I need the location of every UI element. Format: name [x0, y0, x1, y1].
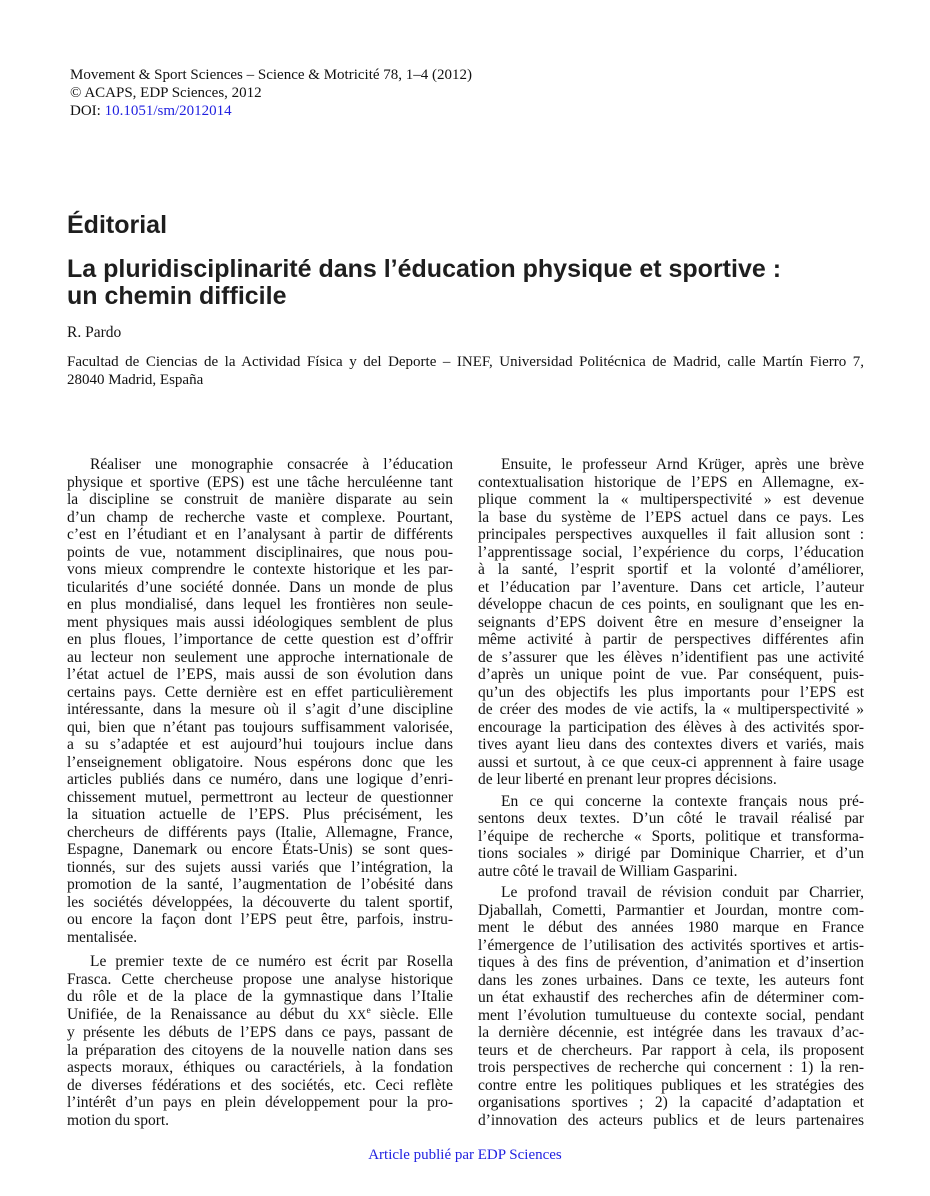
text-line: ment le début des années 1980 marque en France	[478, 919, 864, 936]
text-line: certains pays. Cette dernière est en effet particulièrement	[67, 683, 453, 701]
text-line: organisations sportives ; 2) la capacité d’adaptation et	[478, 1094, 864, 1111]
text-line: l’état actuel de l’EPS, mais aussi de son évolution dans	[67, 666, 453, 683]
text-line: du rôle et de la place de la gymnastique dans l’Italie	[67, 988, 453, 1005]
title-line: La pluridisciplinarité dans l’éducation physique et sportive :	[67, 255, 782, 283]
author-name: R. Pardo	[67, 324, 122, 341]
small-caps-text: XX	[347, 1007, 367, 1022]
text-line: articles publiés dans ce numéro, dans une logique d’enri-	[67, 771, 453, 788]
text-line: contextualisation historique de l’EPS en Allemagne, ex-	[478, 473, 864, 491]
text-line: la discipline se construit de manière disparate au sein	[67, 491, 453, 508]
doi-link[interactable]: 10.1051/sm/2012014	[104, 103, 232, 119]
paragraph	[478, 793, 864, 881]
article-title	[67, 256, 887, 310]
text-line: même activité à partir de perspectives différentes afin	[478, 631, 864, 648]
text-line: physique et sportive (EPS) est une tâche herculéenne tant	[67, 473, 453, 491]
text-line: tions sociales » dirigé par Dominique Charrier, et d’un	[478, 845, 864, 862]
page-footer	[0, 1146, 930, 1164]
text-line: ou encore la façon dont l’EPS peut être, parfois, instru-	[67, 911, 453, 928]
text-line: trois perspectives de recherche qui concernent : 1) la ren-	[478, 1059, 864, 1076]
text-line: l’enseignement obligatoire. Nous espérons donc que les	[67, 753, 453, 771]
affiliation-line: 28040 Madrid, España	[67, 372, 204, 388]
text-line: Le profond travail de révision conduit par Charrier,	[501, 884, 864, 901]
text-line: chercheurs de différents pays (Italie, Allemagne, France,	[67, 823, 453, 841]
text-line: les sociétés développées, la découverte du talent sportif,	[67, 893, 453, 911]
title-line: un chemin difficile	[67, 282, 287, 310]
text-line: plique comment la « multiperspectivité » est devenue	[478, 491, 864, 508]
text-line: la situation actuelle de l’EPS. Plus précisément, les	[67, 806, 453, 823]
text-line: tionnés, sur des sujets aussi variés que l’intégration, la	[67, 858, 453, 876]
text-line: Le premier texte de ce numéro est écrit par Rosella	[90, 953, 453, 970]
text-segment: siècle. Elle	[370, 1005, 453, 1023]
affiliation-line: Facultad de Ciencias de la Actividad Física y del Deporte – INEF, Universidad Politécnica de Madrid, calle Martín Fierro 7,	[67, 354, 864, 370]
text-line: la préparation des citoyens de la nouvelle nation dans ses	[67, 1041, 453, 1059]
journal-header	[70, 66, 472, 120]
text-line: intéressante, dans la mesure où il s’agit d’une discipline	[67, 701, 453, 718]
text-line: vons mieux comprendre le contexte historique et les par-	[67, 561, 453, 578]
text-line: Ensuite, le professeur Arnd Krüger, après une brève	[501, 456, 864, 473]
paragraph	[67, 456, 453, 946]
text-line: et l’éducation par l’aventure. Dans cet article, l’auteur	[478, 578, 864, 596]
text-line: l’équipe de recherche « Sports, politique et transforma-	[478, 827, 864, 845]
paragraph	[67, 953, 453, 1129]
text-line	[67, 1006, 453, 1025]
text-line: chissement mutuel, permettront au lecteur de questionner	[67, 788, 453, 806]
text-line: Djaballah, Cometti, Parmantier et Jourdan, montre com-	[478, 901, 864, 919]
text-line: principales perspectives auxquelles il fait allusion sont :	[478, 526, 864, 543]
text-line: l’apprentissage social, l’expérience du corps, l’éducation	[478, 543, 864, 561]
text-line: Espagne, Danemark ou encore États-Unis) se sont ques-	[67, 841, 453, 858]
text-line: teurs et de chercheurs. Par rapport à cela, ils proposent	[478, 1041, 864, 1059]
text-line: développe chacun de ces points, en soulignant que les en-	[478, 596, 864, 613]
text-line: la base du système de l’EPS actuel dans ce pays. Les	[478, 508, 864, 526]
text-line: ticularités d’une société donnée. Dans un monde de plus	[67, 578, 453, 596]
text-line: dans les zones urbaines. Dans ce texte, les auteurs font	[478, 971, 864, 989]
text-line: mentalisée.	[67, 928, 138, 946]
text-segment: Unifiée, de la Renaissance au début du	[67, 1005, 348, 1023]
text-line: l’intérêt d’un pays en plein développement pour la pro-	[67, 1094, 453, 1111]
text-line: de s’assurer que les élèves n’identifient pas une activité	[478, 648, 864, 666]
text-line: points de vue, notamment disciplinaires, que nous pou-	[67, 543, 453, 561]
text-line: en plus mondialisé, dans lequel les frontières non seule-	[67, 596, 453, 613]
text-line: d’après un unique point de vue. Par conséquent, puis-	[478, 666, 864, 683]
text-line: un état exhaustif des recherches afin de déterminer com-	[478, 989, 864, 1006]
text-line: ment l’évolution tumultueuse du contexte social, pendant	[478, 1006, 864, 1024]
text-line: a su s’adaptée et est aujourd’hui toujours inclue dans	[67, 736, 453, 753]
text-line: l’émergence de l’utilisation des activités sportives et artis-	[478, 936, 864, 954]
text-line: d’un champ de recherche vaste et complexe. Pourtant,	[67, 508, 453, 526]
text-line: en plus floues, l’importance de cette question est d’offrir	[67, 631, 453, 648]
superscript-text: e	[366, 1004, 371, 1016]
publisher-link[interactable]: Article publié par EDP Sciences	[368, 1147, 562, 1163]
doi-line	[70, 102, 472, 120]
text-line: contre entre les politiques publiques et les stratégies des	[478, 1076, 864, 1094]
text-line: sentons deux textes. D’un côté le travail réalisé par	[478, 810, 864, 827]
text-line: la dernière décennie, est intégrée dans les travaux d’ac-	[478, 1024, 864, 1041]
text-line: aspects moraux, éthiques ou caractériels, à la fondation	[67, 1059, 453, 1076]
paragraph	[478, 884, 864, 1129]
text-line: de diverses fédérations et des sociétés, etc. Ceci reflète	[67, 1076, 453, 1094]
text-line: seignants d’EPS doivent être en mesure d’enseigner la	[478, 613, 864, 631]
text-line: aussi et surtout, à ce que ceux-ci apprennent à faire usage	[478, 753, 864, 771]
text-line: Frasca. Cette chercheuse propose une analyse historique	[67, 970, 453, 988]
text-line: promotion de la santé, l’augmentation de l’obésité dans	[67, 876, 453, 893]
text-line: En ce qui concerne la contexte français nous pré-	[501, 792, 864, 810]
text-line: y présente les débuts de l’EPS dans ce pays, passant de	[67, 1024, 453, 1041]
text-line: autre côté le travail de William Gasparini.	[478, 862, 738, 880]
text-line: de leur liberté en prenant leur propres décisions.	[478, 771, 777, 788]
text-line: de créer des modes de vie actifs, la « multiperspectivité »	[478, 701, 864, 718]
author-affiliation	[67, 353, 864, 389]
text-line: à la santé, l’esprit sportif et la volonté d’améliorer,	[478, 561, 864, 578]
text-line: d’innovation des acteurs publics et de leurs partenaires	[478, 1111, 864, 1129]
text-line: motion du sport.	[67, 1111, 170, 1129]
text-line: qu’un des objectifs les plus importants pour l’EPS est	[478, 683, 864, 701]
copyright-notice: © ACAPS, EDP Sciences, 2012	[70, 85, 262, 101]
text-line: encourage la participation des élèves à des activités spor-	[478, 718, 864, 736]
text-line: au lecteur non seulement une approche internationale de	[67, 648, 453, 666]
journal-citation: Movement & Sport Sciences – Science & Motricité 78, 1–4 (2012)	[70, 67, 473, 83]
text-line: c’est en l’étudiant et en l’analysant à partir de différents	[67, 526, 453, 543]
text-line: tiques à des fins de prévention, d’animation et d’insertion	[478, 954, 864, 971]
text-line: tives ayant lieu dans des contextes divers et variés, mais	[478, 736, 864, 753]
section-label: Éditorial	[67, 211, 168, 239]
doi-label: DOI:	[70, 103, 101, 119]
paragraph	[478, 456, 864, 789]
text-line: Réaliser une monographie consacrée à l’éducation	[90, 456, 453, 473]
left-text-column	[67, 456, 453, 1129]
right-text-column	[478, 456, 864, 1129]
text-line: ment physiques mais aussi idéologiques semblent de plus	[67, 613, 453, 631]
text-line: qui, bien que n’étant pas toujours suffisamment valorisée,	[67, 718, 453, 736]
